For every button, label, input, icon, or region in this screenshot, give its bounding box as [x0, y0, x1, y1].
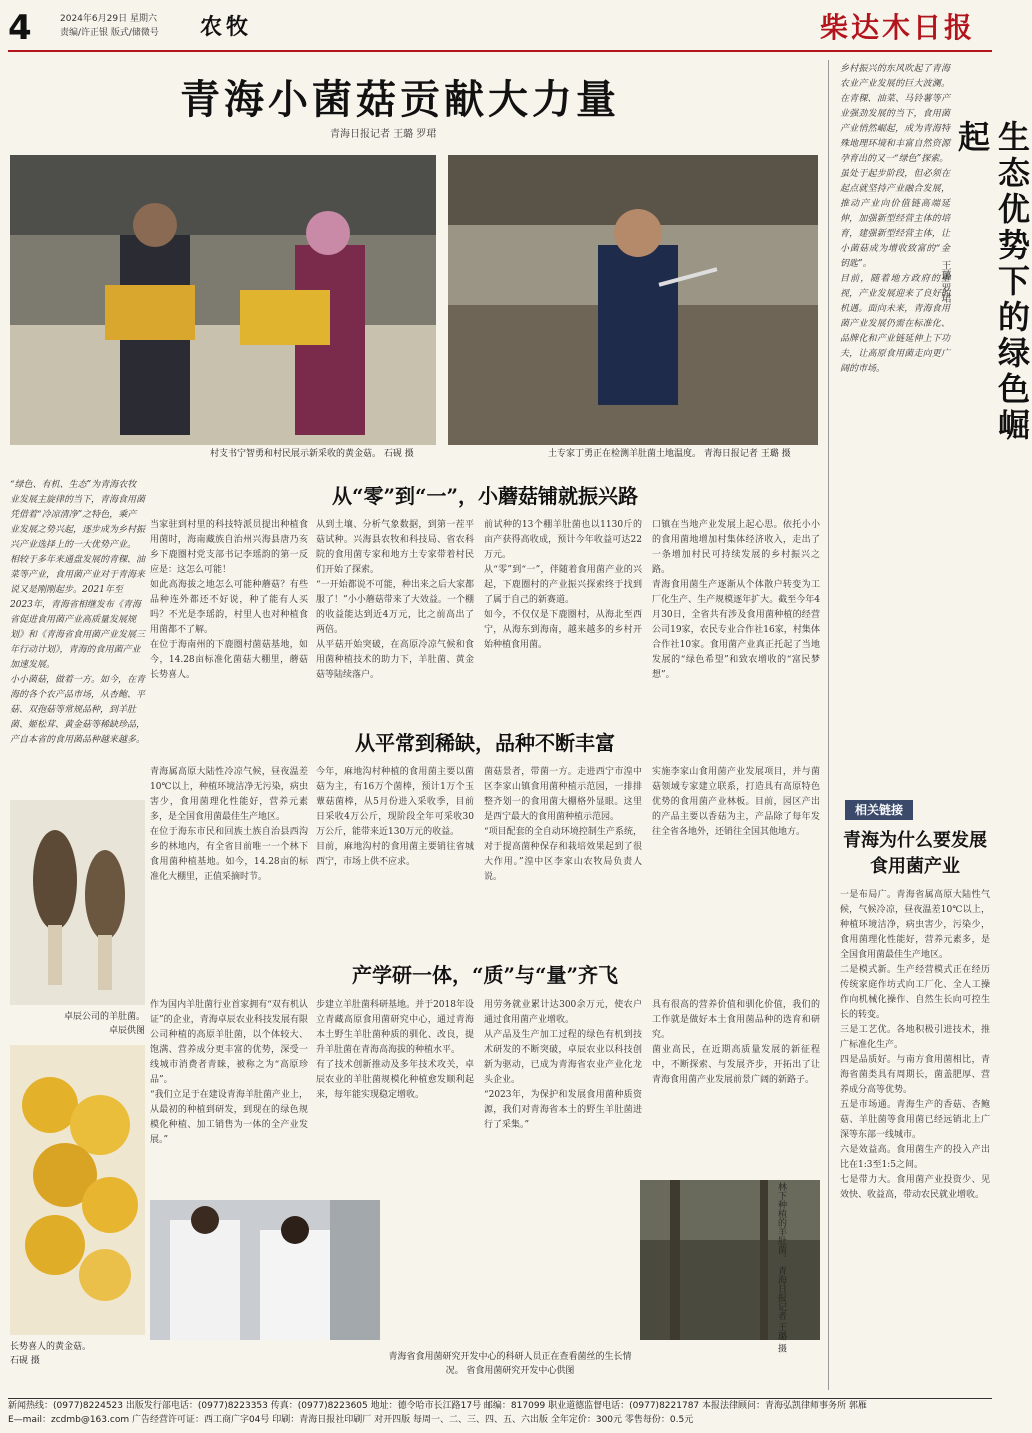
commentary-author: 王璐 罗珺	[939, 260, 950, 304]
body-col-5: 青海属高原大陆性冷凉气候，昼夜温差10℃以上，种植环境洁净无污染，病虫害少，食用菌理化性能好，营养元素多，是全国食用菌最佳生产地区。 在位于海东市民和回族土族自治县西沟乡的林地内，有全省目前唯一一个林下食用菌种植基地。如今，14.28亩的标准化大棚里，正值采摘时节。	[150, 767, 308, 882]
photo6-caption: 林下种植的羊肚菌。 青海日报记者 王璐 摄	[776, 1182, 786, 1353]
body-col-3: 前试种的13个棚羊肚菌也以1130斤的亩产获得高收成，预计今年收益可达22万元。 从“零”到“一”，伴随着食用菌产业的兴起，下鹿圈村的产业振兴探索终于找到了属于自己的新赛道。 如今，不仅仅是下鹿圈村，从海北至西宁，从海东到海南，越来越多的乡村开始种植食用菌。	[484, 520, 642, 650]
column-divider	[828, 60, 829, 1390]
photo-illustration-2	[448, 155, 818, 445]
editor-text: 责编/许正银 版式/储微号	[60, 28, 159, 38]
body-col-2: 从到土壤、分析气象数据，到第一茬平菇试种。兴海县农牧和科技局、省农科院的食用菌专家和地方土专家带着村民们开始了探索。 “一开始都说不可能，种出来之后大家都服了！”小小蘑菇带来了大效益。一个棚的收益能达到近4万元，比之前高出了两倍。 从平菇开始突破，在高原冷凉气候和食用菌种植技术的助力下，羊肚菌、黄金菇等陆续落户。	[316, 520, 474, 680]
photo-forest-morels	[640, 1180, 820, 1340]
forest-illustration	[640, 1180, 820, 1340]
body-col-7: 菌菇景者，带菌一方。走进西宁市湟中区李家山镇食用菌种植示范园，一排排整齐划一的食用菌大棚格外显眼。这里是西宁最大的食用菌种植示范园。 “项目配套的全自动环境控制生产系统，对于提高菌种保存和栽培效果起到了很大作用。”湟中区李家山农牧局负责人说。	[484, 767, 642, 882]
section-name: 农牧	[200, 14, 253, 40]
body-col-8: 实施李家山食用菌产业发展项目，并与菌菇领域专家建立联系，打造具有高原特色优势的食用菌产业林板。目前，园区产出的产品主要以香菇为主，产品除了每年发往全省各地外，还销往全国其他地方。	[652, 767, 820, 837]
body-col-1: 当家驻到村里的科技特派员提出种植食用菌时，海南藏族自治州兴海县唐乃亥乡下鹿圈村党支部书记李瑶韵的第一反应是：这怎么可能！ 如此高海拔之地怎么可能种蘑菇？有些品种连外都还不好说，种了能有人买吗？不光是李瑶韵，村里人也对种植食用菌都不了解。 在位于海南州的下鹿圈村菌菇基地，如今，14.28亩标准化菌菇大棚里，蘑菇长势喜人。	[150, 520, 308, 680]
photo3-caption: 卓辰公司的羊肚菌。 卓辰供图	[63, 1012, 145, 1036]
header-divider	[8, 50, 992, 52]
date-text: 2024年6月29日 星期六	[60, 14, 157, 24]
body-col-6: 今年，麻地沟村种植的食用菌主要以菌菇为主，有16万个菌棒，预计1万个玉蕈菇菌棒，从5月份进入采收季，目前日采收4万公斤，现阶段全年可采收30万公斤，能带来近130万元的收益。 目前，麻地沟村的食用菌主要销往省城西宁，市场上供不应求。	[316, 767, 474, 867]
body-col-4: 口镇在当地产业发展上起心思。依托小小的食用菌地增加村集体经济收入，走出了一条增加村民可持续发展的乡村振兴之路。 青海食用菌生产逐渐从个体散户转变为工厂化生产、生产规模逐年扩大。截至今年4月30日，全省共有涉及食用菌种植的经营公司19家，农民专业合作社16家，村集体合作社10家。食用菌产业真正托起了当地发展的“绿色希望”和致农增收的“富民梦想”。	[652, 520, 820, 680]
page-number: 4	[8, 8, 32, 48]
footer-line1: 新闻热线：(0977)8224523 出版发行部电话：(0977)8223353 传真：(0977)8223605 地址：德令哈市长江路17号 邮编：817099 职业道德监督电话：(0977)8221787 本报法律顾问：青海弘凯律师事务所 郭雁	[8, 1401, 867, 1411]
section2-title: 从平常到稀缺，品种不断丰富	[355, 731, 615, 755]
date-line	[60, 12, 200, 40]
footer-line2: E—mail：zcdmb@163.com 广告经营许可证：西工商广字04号 印刷：青海日报社印刷厂 对开四版 每周一、二、三、四、五、六出版 全年定价：300元 零售每份：0.5元	[8, 1415, 694, 1425]
photo-golden-mushroom	[10, 1045, 145, 1335]
sidebar-title: 青海为什么要发展食用菌产业	[843, 830, 987, 877]
byline: 青海日报记者 王璐 罗珺	[330, 129, 437, 140]
photo-lab-researchers	[150, 1200, 380, 1340]
photo1-caption: 村支书宁智勇和村民展示新采收的黄金菇。 石砚 摄	[210, 449, 414, 459]
morel-illustration	[10, 800, 145, 1005]
body-col-10: 步建立羊肚菌科研基地。并于2018年设立青藏高原食用菌研究中心，通过青海本土野生羊肚菌种质的驯化、改良，提升羊肚菌在青海高海拔的种植水平。 有了技术创新推动及多年技术攻关，卓辰农业的羊肚菌规模化种植愈发顺利起来，每年能实现稳定增收。	[316, 1000, 474, 1100]
body-col-12: 具有很高的营养价值和驯化价值，我们的工作就是做好本土食用菌品种的选育和研究。 菌业高民，在近期高质量发展的新征程中，不断探索、与发展齐步，开拓出了让青海食用菌产业发展前景广阔的新路子。	[652, 1000, 820, 1085]
section1-title: 从“零”到“一”，小蘑菇铺就振兴路	[331, 484, 638, 508]
commentary-title: 生态优势下的绿色崛起	[953, 120, 1031, 444]
photo-golden-mushroom-villagers	[10, 155, 436, 445]
photo5-caption: 青海省食用菌研究开发中心的科研人员正在查看菌丝的生长情况。 省食用菌研究开发中心供图	[388, 1352, 632, 1376]
commentary-text: 乡村振兴的东风吹起了青海农业产业发展的巨大波澜。在青稞、油菜、马铃薯等产业强劲发展的当下，食用菌产业悄然崛起，成为青海特殊地理环境和丰富自然资源孕育出的又一“绿色”探索。 虽处于起步阶段，但必须在起点就坚持产业融合发展，推动产业向价值链高端延伸，加强新型经营主体的培育，建强新型经营主体，让小菌菇成为增收致富的“金钥匙”。 目前，随着地方政府的重视，产业发展迎来了良好的机遇。面向未来，青海食用菌产业发展仍需在标准化、品牌化和产业链延伸上下功夫，让高原食用菌走向更广阔的市场。	[840, 64, 950, 374]
section3-title: 产学研一体，“质”与“量”齐飞	[351, 963, 618, 987]
lab-illustration	[150, 1200, 380, 1340]
sidebar-text: 一是布局广。青海省属高原大陆性气候，气候冷凉，昼夜温差10℃以上，种植环境洁净，病虫害少，污染少，食用菌理化性能好，营养元素多，是全国食用菌最佳生产地区。 二是模式新。生产经营模式正在经历传统家庭作坊式向工厂化、全人工操作向机械化操作、自然生长向可控生长的转变。 三是工艺优。各地积极引进技术，推广标准化生产。 四是品质好。与南方食用菌相比，青海省菌类具有周期长，菌盖肥厚、营养成分高等优势。 五是市场通。青海生产的香菇、杏鲍菇、羊肚菌等食用菌已经远销北上广深等东部一线城市。 六是效益高。食用菌生产的投入产出比在1:3至1:5之间。 七是带力大。食用菌产业投资少、见效快、收益高，带动农民就业增收。	[840, 890, 990, 1200]
photo-morel-farmer	[448, 155, 818, 445]
body-col-9: 作为国内羊肚菌行业首家拥有“双有机认证”的企业，青海卓辰农业科技发展有限公司种植的高原羊肚菌，以个体较大、饱满、营养成分更丰富的优势，深受一线城市消费者青睐，被称之为“高原珍品”。 “我们立足于在建设青海羊肚菌产业上，从最初的种植到研发，到现在的绿色规模化种植、加工销售为一体的全产业发展。”	[150, 1000, 308, 1145]
photo-morels	[10, 800, 145, 1005]
photo-illustration	[10, 155, 436, 445]
photo4-caption: 长势喜人的黄金菇。 石砚 摄	[10, 1342, 92, 1366]
paper-logo: 柴达木日报	[820, 11, 976, 44]
photo2-caption: 土专家丁勇正在检测羊肚菌土地温度。 青海日报记者 王璐 摄	[548, 449, 791, 459]
main-headline: 青海小菌菇贡献大力量	[180, 76, 620, 123]
related-link-tag: 相关链接	[845, 800, 913, 820]
golden-mushroom-illustration	[10, 1045, 145, 1335]
body-col-11: 用劳务就业累计达300余万元，使农户通过食用菌产业增收。 从产品及生产加工过程的绿色有机到技术研发的不断突破，卓辰农业以科技创新为驱动，已成为青海省农业产业化龙头企业。 “2023年，为保护和发展食用菌种质资源，我们对青海省本土的野生羊肚菌进行了采集。”	[484, 1000, 642, 1130]
lead-paragraph: “绿色、有机、生态”为青海农牧业发展主旋律的当下，青海食用菌凭借着“冷凉清净”之特色，乘产业发展之势兴起，逐步成为乡村振兴产业选择上的一大优势产业。 相较于多年来通盘发展的青稞、油菜等产业，食用菌产业对于青海来说又是刚刚起步。2021年至2023年，青海省相继发布《青海省促进食用菌产业高质量发展规划》和《青海省食用菌产业发展三年行动计划》，青海的食用菌产业加速发展。 小小菌菇，做着一方。如今，在青海的各个农产品市场，从杏鲍、平菇、双孢菇等常规品种，到羊肚菌、姬松茸、黄金菇等稀缺珍品，产自本省的食用菌品种越来越多。	[10, 480, 146, 745]
footer	[8, 1398, 992, 1427]
